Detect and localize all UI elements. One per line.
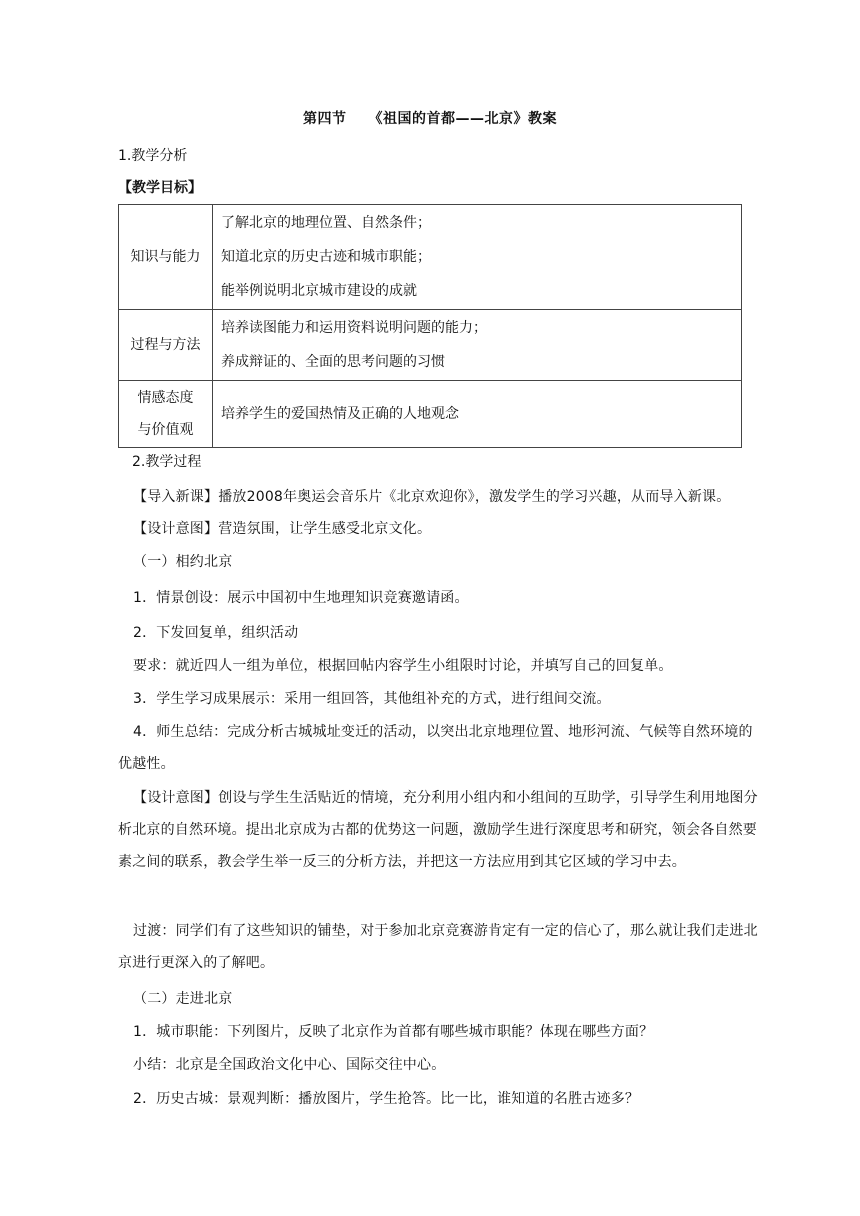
paragraph: 2．历史古城：景观判断：播放图片，学生抢答。比一比，谁知道的名胜古迹多？ <box>133 1091 640 1107</box>
lesson-title: 《祖国的首都——北京》教案 <box>368 111 557 127</box>
table-row <box>119 381 742 448</box>
goal-category <box>119 310 213 381</box>
table-row <box>119 310 742 381</box>
table-row <box>119 205 742 310</box>
paragraph: （二）走进北京 <box>133 991 233 1007</box>
paragraph: 1．城市职能：下列图片，反映了北京作为首都有哪些城市职能？体现在哪些方面？ <box>133 1024 654 1040</box>
goals-heading: 【教学目标】 <box>118 180 202 196</box>
goal-item: 培养读图能力和运用资料说明问题的能力； <box>221 320 487 336</box>
category-label: 情感态度 <box>137 390 194 406</box>
teaching-goals-table <box>118 204 742 448</box>
goal-item: 养成辩证的、全面的思考问题的习惯 <box>221 354 445 370</box>
paragraph: 要求：就近四人一组为单位，根据回帖内容学生小组限时讨论，并填写自己的回复单。 <box>133 658 673 674</box>
category-label: 知识与能力 <box>130 249 201 265</box>
goal-item: 培养学生的爱国热情及正确的人地观念 <box>221 406 459 422</box>
goal-category <box>119 381 213 448</box>
section-number: 第四节 <box>303 111 347 127</box>
goal-item: 知道北京的历史古迹和城市职能； <box>221 249 431 265</box>
paragraph: 【设计意图】创设与学生生活贴近的情境，充分利用小组内和小组间的互助学，引导学生利用地图分析北京的自然环境。提出北京成为古都的优势这一问题，激励学生进行深度思考和研究，领会各自然要素之间的联系，教会学生举一反三的分析方法，并把这一方法应用到其它区域的学习中去。 <box>118 790 758 870</box>
paragraph: 4．师生总结：完成分析古城城址变迁的活动，以突出北京地理位置、地形河流、气候等自然环境的优越性。 <box>118 724 753 772</box>
document-title <box>0 108 860 128</box>
goal-description <box>213 381 742 448</box>
goal-description <box>213 310 742 381</box>
paragraph: 3．学生学习成果展示：采用一组回答，其他组补充的方式，进行组间交流。 <box>133 691 611 707</box>
paragraph: （一）相约北京 <box>133 554 233 570</box>
section-process-heading: 2.教学过程 <box>132 454 202 470</box>
paragraph: 【导入新课】播放2008年奥运会音乐片《北京欢迎你》，激发学生的学习兴趣，从而导入新课。 <box>133 489 731 505</box>
goal-category <box>119 205 213 310</box>
section-analysis-heading: 1.教学分析 <box>118 148 188 164</box>
paragraph: 2．下发回复单，组织活动 <box>133 625 299 641</box>
goal-description <box>213 205 742 310</box>
category-label: 与价值观 <box>137 422 194 438</box>
paragraph: 小结：北京是全国政治文化中心、国际交往中心。 <box>133 1057 446 1073</box>
category-label: 过程与方法 <box>130 337 201 353</box>
paragraph: 1．情景创设：展示中国初中生地理知识竞赛邀请函。 <box>133 590 469 606</box>
paragraph: 过渡：同学们有了这些知识的铺垫，对于参加北京竞赛游肯定有一定的信心了，那么就让我们走进北京进行更深入的了解吧。 <box>118 923 758 971</box>
paragraph: 【设计意图】营造氛围，让学生感受北京文化。 <box>133 521 432 537</box>
goal-item: 能举例说明北京城市建设的成就 <box>221 283 417 299</box>
goal-item: 了解北京的地理位置、自然条件； <box>221 215 431 231</box>
